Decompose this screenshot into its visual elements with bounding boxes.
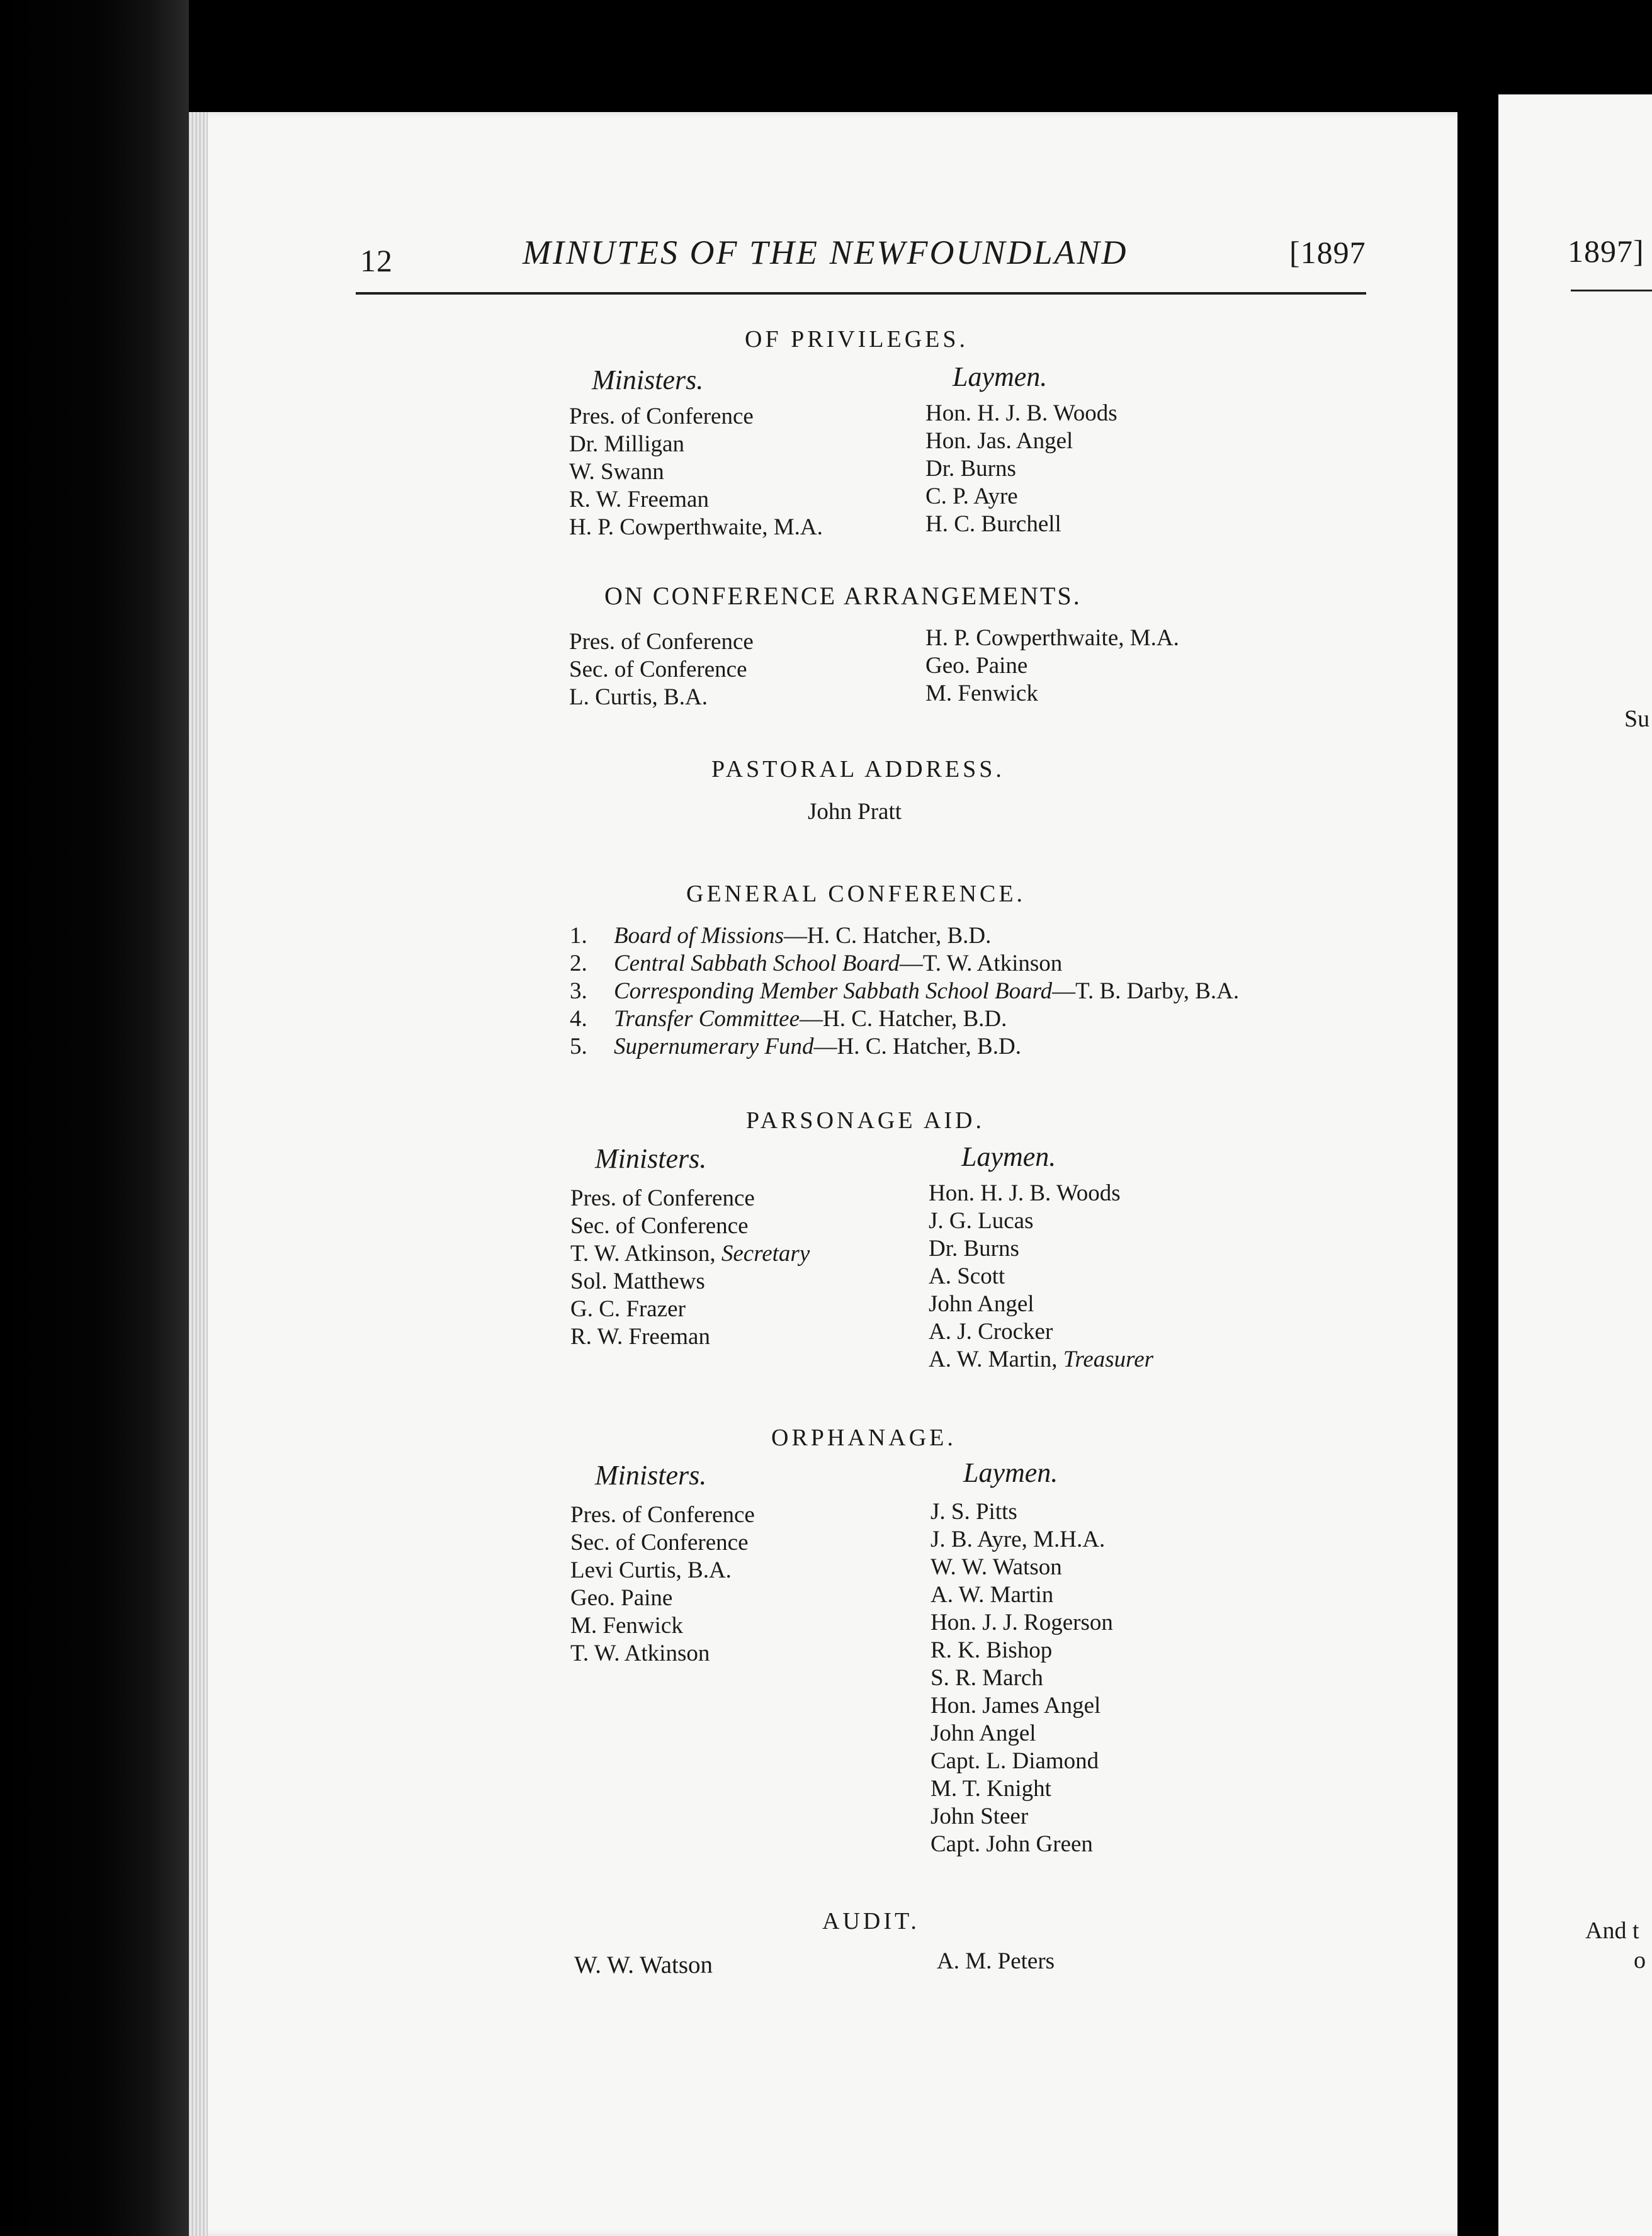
audit-title: AUDIT. — [822, 1908, 920, 1934]
header-year: [1897 — [1289, 235, 1366, 270]
list-item: John Angel — [929, 1291, 1034, 1317]
list-item: Sec. of Conference — [570, 1530, 749, 1556]
list-item: Capt. John Green — [931, 1831, 1093, 1857]
pastoral-address-title: PASTORAL ADDRESS. — [711, 756, 1005, 782]
list-item: A. W. Martin — [931, 1582, 1054, 1608]
pastoral-address-name: John Pratt — [808, 799, 902, 825]
privileges-ministers-heading: Ministers. — [592, 364, 704, 395]
list-item: A. W. Martin, Treasurer — [929, 1347, 1154, 1372]
orphanage-laymen-list — [931, 1498, 1113, 1858]
book-spine — [0, 0, 189, 2236]
list-item: M. T. Knight — [931, 1776, 1051, 1802]
right-page-rule — [1571, 290, 1652, 291]
right-page — [1498, 94, 1652, 2236]
orphanage-title: ORPHANAGE. — [771, 1425, 956, 1451]
list-item: Dr. Milligan — [569, 431, 684, 457]
privileges-laymen-list — [925, 400, 1117, 538]
list-item: Sol. Matthews — [570, 1268, 705, 1294]
list-item: Geo. Paine — [925, 653, 1028, 679]
parsonage-laymen-heading: Laymen. — [961, 1141, 1056, 1172]
list-item: L. Curtis, B.A. — [569, 684, 708, 710]
list-item: S. R. March — [931, 1665, 1043, 1691]
list-item: J. B. Ayre, M.H.A. — [931, 1527, 1106, 1552]
book-gutter — [1457, 94, 1498, 2236]
list-item: 5. Supernumerary Fund—H. C. Hatcher, B.D. — [570, 1034, 1021, 1059]
list-item: 3. Corresponding Member Sabbath School Board—T. B. Darby, B.A. — [570, 978, 1240, 1004]
list-item: Dr. Burns — [929, 1236, 1019, 1262]
right-page-fragment: o — [1634, 1947, 1646, 1973]
right-page-fragment: Su — [1624, 706, 1650, 732]
audit-left: W. W. Watson — [574, 1951, 713, 1979]
general-conference-title: GENERAL CONFERENCE. — [686, 881, 1026, 907]
page-number: 12 — [360, 243, 393, 278]
general-conference-list — [570, 922, 1239, 1061]
parsonage-laymen-list — [929, 1180, 1153, 1374]
list-item: Pres. of Conference — [569, 404, 754, 429]
conference-arrangements-left-list — [569, 628, 754, 711]
list-item: R. W. Freeman — [570, 1324, 710, 1350]
list-item: Pres. of Conference — [570, 1185, 755, 1211]
list-item: Hon. H. J. B. Woods — [929, 1180, 1121, 1206]
list-item: J. G. Lucas — [929, 1208, 1034, 1234]
right-page-year: 1897] — [1568, 234, 1644, 269]
list-item: H. C. Burchell — [925, 511, 1061, 537]
list-item: Dr. Burns — [925, 456, 1016, 482]
list-item: J. S. Pitts — [931, 1499, 1017, 1525]
list-item: Hon. H. J. B. Woods — [925, 400, 1117, 426]
list-item: Sec. of Conference — [569, 657, 747, 682]
list-item: H. P. Cowperthwaite, M.A. — [569, 514, 823, 540]
list-item: T. W. Atkinson, Secretary — [570, 1241, 810, 1267]
conference-arrangements-right-list — [925, 624, 1179, 708]
running-title: MINUTES OF THE NEWFOUNDLAND — [523, 234, 1128, 271]
list-item: Pres. of Conference — [569, 629, 754, 655]
list-item: R. W. Freeman — [569, 487, 709, 512]
conference-arrangements-title: ON CONFERENCE ARRANGEMENTS. — [604, 582, 1082, 610]
right-page-fragment: And t — [1585, 1917, 1639, 1944]
list-item: Sec. of Conference — [570, 1213, 749, 1239]
list-item: W. Swann — [569, 459, 664, 485]
list-item: R. K. Bishop — [931, 1637, 1053, 1663]
parsonage-ministers-heading: Ministers. — [595, 1143, 707, 1174]
list-item: M. Fenwick — [570, 1613, 683, 1639]
list-item: Levi Curtis, B.A. — [570, 1557, 732, 1583]
list-item: G. C. Frazer — [570, 1296, 686, 1322]
page-edge — [189, 112, 208, 2236]
list-item: T. W. Atkinson — [570, 1640, 710, 1666]
list-item: A. Scott — [929, 1263, 1005, 1289]
privileges-ministers-list — [569, 403, 823, 541]
privileges-laymen-heading: Laymen. — [953, 361, 1048, 392]
list-item: Pres. of Conference — [570, 1502, 755, 1528]
list-item: 2. Central Sabbath School Board—T. W. Atkinson — [570, 951, 1063, 976]
parsonage-ministers-list — [570, 1185, 810, 1351]
list-item: John Angel — [931, 1720, 1036, 1746]
list-item: W. W. Watson — [931, 1554, 1062, 1580]
list-item: Capt. L. Diamond — [931, 1748, 1099, 1774]
orphanage-laymen-heading: Laymen. — [963, 1457, 1058, 1488]
list-item: 4. Transfer Committee—H. C. Hatcher, B.D. — [570, 1006, 1007, 1032]
list-item: A. J. Crocker — [929, 1319, 1053, 1345]
list-item: Geo. Paine — [570, 1585, 673, 1611]
audit-right: A. M. Peters — [937, 1948, 1055, 1974]
header-rule — [356, 292, 1366, 295]
list-item: Hon. Jas. Angel — [925, 428, 1073, 454]
list-item: Hon. J. J. Rogerson — [931, 1610, 1113, 1635]
parsonage-aid-title: PARSONAGE AID. — [746, 1107, 985, 1134]
list-item: M. Fenwick — [925, 680, 1038, 706]
orphanage-ministers-list — [570, 1501, 755, 1668]
list-item: 1. Board of Missions—H. C. Hatcher, B.D. — [570, 923, 992, 949]
list-item: C. P. Ayre — [925, 483, 1018, 509]
list-item: Hon. James Angel — [931, 1693, 1101, 1719]
privileges-title: OF PRIVILEGES. — [745, 326, 969, 353]
list-item: John Steer — [931, 1804, 1029, 1829]
list-item: H. P. Cowperthwaite, M.A. — [925, 625, 1179, 651]
orphanage-ministers-heading: Ministers. — [595, 1460, 707, 1491]
